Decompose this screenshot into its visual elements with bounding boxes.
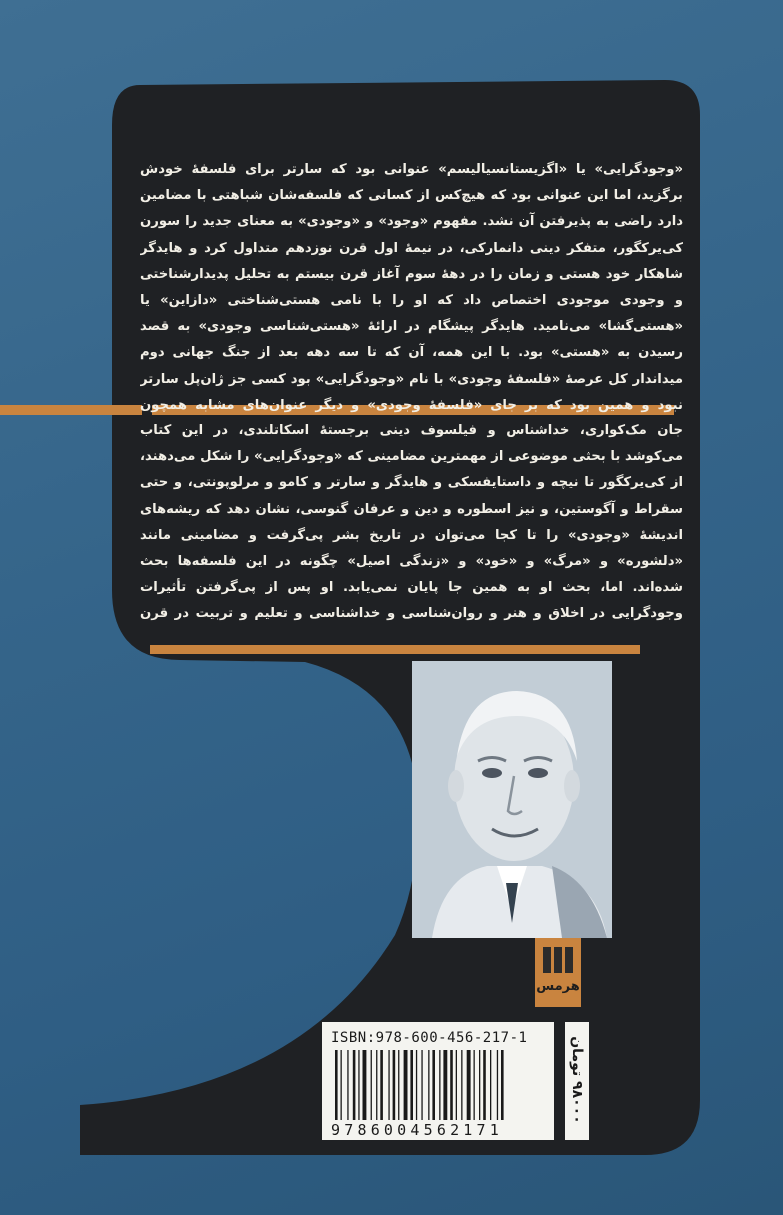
barcode-number: 9786004562171	[331, 1121, 503, 1139]
publisher-logo-bars-icon	[543, 947, 573, 973]
blurb-paragraph-1: «وجودگرایی» یا «اگزیستانسیالیسم» عنوانی بود که سارتر برای فلسفهٔ خودش برگزید، اما این عنوانی بود که هیچ‌کس از کسانی که فلسفه‌شان شباهتی با مضامین دارد راضی به پذیرفتن آن نشد. مفهوم «وجود» و «وجودی» به معنای جدید را سورن کی‌یرکگور، متفکر دینی دانمارکی، در نیمهٔ اول قرن نوزدهم متداول کرد و هایدگر شاهکار خود هستی و زمان را در دههٔ سوم آغاز قرن بیستم به تحلیل پدیدارشناختی و وجودی موجودی اختصاص داد که او را با نامی هستی‌شناختی «دازاین» یا «هستی‌گشا» می‌نامید. هایدگر پیشگام در ارائهٔ «هستی‌شناسی وجودی» به قصد رسیدن به «هستی» بود. با این همه، آن که تا سه دهه بعد از جنگ جهانی دوم میداندار کل عرصهٔ «فلسفهٔ وجودی» با نام «وجودگرایی» بود کسی جز ژان‌پل سارتر نبود و همین بود که بر جای «فلسفهٔ وجودی» و دیگر عنوان‌های مشابه همچون	[140, 162, 683, 413]
publisher-name: هرمس	[536, 979, 580, 994]
barcode-label	[322, 1022, 554, 1140]
blurb-paragraph-2: جان مک‌کواری، خداشناس و فیلسوف دینی برجستهٔ اسکاتلندی، در این کتاب می‌کوشد با بحثی موضوعی از مهمترین مضامینی که «وجودگرایی» را شکل می‌دهند، از کی‌یرکگور تا نیچه و داستایفسکی و هایدگر و سارتر و کامو و مرلوپونتی، و حتی سقراط و آگوستین، و نیز اسطوره و دین و عرفان گنوسی، نشان دهد که ریشه‌های اندیشهٔ «وجودی» را تا کجا می‌توان در تاریخ بشر پی‌گرفت و مضامینی مانند «دلشوره» و «مرگ» و «خود» و «زندگی اصیل» چگونه در این فلسفه‌ها بحث شده‌اند. اما، بحث او به همین جا پایان نمی‌یابد. او پس از پی‌گرفتن تأثیرات وجودگرایی در اخلاق و هنر و روان‌شناسی و خداشناسی و تعلیم و تربیت در قرن	[140, 423, 683, 622]
orange-bar-left	[0, 405, 142, 415]
price-text: ۹۸۰۰۰ تومان	[569, 1036, 585, 1124]
barcode-icon	[333, 1050, 549, 1120]
price-label	[565, 1022, 589, 1140]
publisher-logo	[535, 938, 581, 1007]
isbn-text: ISBN:978-600-456-217-1	[331, 1030, 528, 1046]
author-photo	[412, 661, 612, 938]
orange-bar-bottom	[150, 645, 640, 654]
